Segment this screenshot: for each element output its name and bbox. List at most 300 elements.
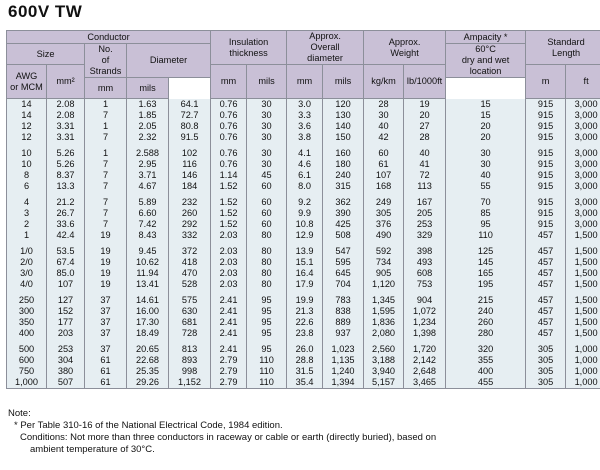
cell-ov-mm: 12.9 [287, 230, 323, 241]
header-ins-mils: mils [247, 65, 287, 99]
cell-dia-mm: 22.68 [127, 355, 169, 366]
cell-len-ft: 3,000 [566, 219, 600, 230]
cell-len-ft: 1,500 [566, 268, 600, 279]
cell-ampacity: 20 [446, 121, 526, 132]
cell-len-m: 457 [526, 230, 566, 241]
cell-ov-mils: 704 [323, 279, 364, 290]
table-row [7, 366, 600, 377]
cell-weight-lb: 329 [404, 230, 446, 241]
cell-ampacity: 165 [446, 268, 526, 279]
cell-dia-mils: 528 [169, 279, 211, 290]
header-ov-mils: mils [323, 65, 364, 99]
cell-strands: 7 [85, 170, 127, 181]
cell-weight-lb: 253 [404, 219, 446, 230]
cell-len-ft: 1,000 [566, 355, 600, 366]
cell-len-m: 305 [526, 377, 566, 389]
cell-ins-mm: 1.52 [211, 219, 247, 230]
cell-len-ft: 3,000 [566, 208, 600, 219]
cell-len-m: 457 [526, 317, 566, 328]
cell-len-m: 915 [526, 132, 566, 143]
cell-weight-lb: 1,234 [404, 317, 446, 328]
table-row [7, 132, 600, 143]
cell-strands: 1 [85, 99, 127, 111]
cell-len-ft: 3,000 [566, 110, 600, 121]
cell-ins-mils: 30 [247, 121, 287, 132]
cell-ov-mm: 4.1 [287, 148, 323, 159]
cell-mm2: 152 [47, 306, 85, 317]
cell-ov-mils: 120 [323, 99, 364, 111]
cell-len-ft: 1,500 [566, 295, 600, 306]
cell-ins-mils: 80 [247, 257, 287, 268]
cell-mm2: 26.7 [47, 208, 85, 219]
cell-ov-mm: 35.4 [287, 377, 323, 389]
cell-ins-mils: 95 [247, 328, 287, 339]
cell-len-ft: 3,000 [566, 197, 600, 208]
cell-strands: 7 [85, 110, 127, 121]
cell-dia-mils: 91.5 [169, 132, 211, 143]
header-weight-kg: kg/km [364, 65, 404, 99]
cell-strands: 37 [85, 295, 127, 306]
cell-len-ft: 3,000 [566, 132, 600, 143]
cell-mm2: 177 [47, 317, 85, 328]
cell-awg: 14 [7, 110, 47, 121]
cell-dia-mils: 1,152 [169, 377, 211, 389]
cell-ov-mm: 3.8 [287, 132, 323, 143]
cell-dia-mm: 29.26 [127, 377, 169, 389]
cell-ov-mm: 31.5 [287, 366, 323, 377]
cell-ins-mils: 60 [247, 208, 287, 219]
cell-ov-mm: 6.1 [287, 170, 323, 181]
note-footnote: * Per Table 310-16 of the National Electrical Code, 1984 edition. [14, 420, 283, 431]
cell-weight-kg: 28 [364, 99, 404, 111]
cell-strands: 61 [85, 377, 127, 389]
cell-strands: 19 [85, 268, 127, 279]
cell-strands: 7 [85, 208, 127, 219]
cell-mm2: 85.0 [47, 268, 85, 279]
cell-weight-kg: 40 [364, 121, 404, 132]
cell-ampacity: 40 [446, 170, 526, 181]
header-dia-mm: mm [85, 78, 127, 99]
cell-len-ft: 3,000 [566, 99, 600, 111]
cell-ins-mm: 2.79 [211, 377, 247, 389]
cell-weight-lb: 40 [404, 148, 446, 159]
header-dia-mils: mils [127, 78, 169, 99]
cell-weight-lb: 398 [404, 246, 446, 257]
header-weight: Approx. Weight [364, 31, 446, 65]
cell-ins-mm: 2.79 [211, 355, 247, 366]
cell-ins-mm: 2.41 [211, 306, 247, 317]
table-row [7, 148, 600, 159]
cell-weight-kg: 376 [364, 219, 404, 230]
cell-weight-kg: 2,080 [364, 328, 404, 339]
cell-dia-mils: 146 [169, 170, 211, 181]
cell-len-ft: 1,000 [566, 366, 600, 377]
cell-awg: 10 [7, 148, 47, 159]
cell-awg: 350 [7, 317, 47, 328]
cell-weight-lb: 904 [404, 295, 446, 306]
cell-ins-mils: 30 [247, 99, 287, 111]
cell-len-m: 915 [526, 170, 566, 181]
cell-weight-kg: 168 [364, 181, 404, 192]
cell-len-m: 915 [526, 99, 566, 111]
cell-len-ft: 1,500 [566, 328, 600, 339]
cell-ins-mils: 95 [247, 344, 287, 355]
cell-ins-mils: 30 [247, 148, 287, 159]
table-row [7, 279, 600, 290]
cell-awg: 1,000 [7, 377, 47, 389]
cell-weight-lb: 3,465 [404, 377, 446, 389]
table-row [7, 181, 600, 192]
cell-dia-mm: 20.65 [127, 344, 169, 355]
cell-dia-mils: 575 [169, 295, 211, 306]
header-diameter: Diameter [127, 44, 211, 78]
cell-awg: 4 [7, 197, 47, 208]
cell-awg: 6 [7, 181, 47, 192]
cell-ov-mils: 390 [323, 208, 364, 219]
cell-mm2: 507 [47, 377, 85, 389]
cell-strands: 7 [85, 197, 127, 208]
cell-mm2: 253 [47, 344, 85, 355]
cell-ins-mm: 0.76 [211, 159, 247, 170]
cell-dia-mm: 4.67 [127, 181, 169, 192]
cell-awg: 2 [7, 219, 47, 230]
cell-ov-mils: 508 [323, 230, 364, 241]
cell-weight-lb: 72 [404, 170, 446, 181]
cell-ampacity: 195 [446, 279, 526, 290]
cell-ins-mils: 95 [247, 295, 287, 306]
cell-weight-kg: 1,836 [364, 317, 404, 328]
cell-ov-mils: 362 [323, 197, 364, 208]
header-insulation: Insulation thickness [211, 31, 287, 65]
cell-ov-mm: 9.2 [287, 197, 323, 208]
cell-ampacity: 145 [446, 257, 526, 268]
cell-len-m: 305 [526, 355, 566, 366]
cell-strands: 19 [85, 279, 127, 290]
cell-ov-mils: 889 [323, 317, 364, 328]
cell-dia-mils: 80.8 [169, 121, 211, 132]
cell-len-m: 305 [526, 344, 566, 355]
cell-ins-mm: 2.03 [211, 246, 247, 257]
cell-ampacity: 125 [446, 246, 526, 257]
cell-dia-mils: 418 [169, 257, 211, 268]
cell-dia-mils: 630 [169, 306, 211, 317]
cell-dia-mils: 998 [169, 366, 211, 377]
cell-len-ft: 1,000 [566, 344, 600, 355]
cell-len-m: 457 [526, 246, 566, 257]
cell-dia-mils: 292 [169, 219, 211, 230]
table-row [7, 121, 600, 132]
cell-weight-lb: 41 [404, 159, 446, 170]
cell-weight-lb: 28 [404, 132, 446, 143]
table-row [7, 344, 600, 355]
cell-len-ft: 3,000 [566, 159, 600, 170]
cell-ampacity: 95 [446, 219, 526, 230]
table-row [7, 208, 600, 219]
cell-weight-lb: 27 [404, 121, 446, 132]
cell-dia-mm: 2.588 [127, 148, 169, 159]
cell-weight-kg: 305 [364, 208, 404, 219]
cell-ov-mils: 240 [323, 170, 364, 181]
cell-ampacity: 20 [446, 132, 526, 143]
note-conditions: Conditions: Not more than three conductors in raceway or cable or earth (directly buried), based on [20, 432, 437, 443]
table-row [7, 268, 600, 279]
cell-ampacity: 110 [446, 230, 526, 241]
cell-ampacity: 400 [446, 366, 526, 377]
cell-len-m: 457 [526, 306, 566, 317]
cell-ampacity: 280 [446, 328, 526, 339]
cell-ins-mm: 1.52 [211, 208, 247, 219]
cell-len-m: 457 [526, 279, 566, 290]
cell-ov-mils: 547 [323, 246, 364, 257]
cell-weight-lb: 2,648 [404, 366, 446, 377]
cell-awg: 2/0 [7, 257, 47, 268]
cell-weight-kg: 592 [364, 246, 404, 257]
cell-dia-mils: 893 [169, 355, 211, 366]
cell-weight-lb: 1,072 [404, 306, 446, 317]
table-row [7, 170, 600, 181]
header-ins-mm: mm [211, 65, 247, 99]
cell-ov-mm: 17.9 [287, 279, 323, 290]
cell-ampacity: 85 [446, 208, 526, 219]
cell-awg: 250 [7, 295, 47, 306]
cell-ov-mils: 838 [323, 306, 364, 317]
cell-ins-mils: 30 [247, 110, 287, 121]
cell-ov-mm: 15.1 [287, 257, 323, 268]
cell-awg: 600 [7, 355, 47, 366]
cell-strands: 37 [85, 306, 127, 317]
cell-ins-mils: 80 [247, 246, 287, 257]
cell-ov-mils: 645 [323, 268, 364, 279]
cell-dia-mils: 470 [169, 268, 211, 279]
cell-dia-mm: 3.71 [127, 170, 169, 181]
cell-dia-mm: 8.43 [127, 230, 169, 241]
cell-ampacity: 15 [446, 99, 526, 111]
cell-awg: 8 [7, 170, 47, 181]
cell-awg: 1/0 [7, 246, 47, 257]
cell-dia-mm: 6.60 [127, 208, 169, 219]
cell-ov-mils: 595 [323, 257, 364, 268]
table-row [7, 159, 600, 170]
cell-strands: 61 [85, 355, 127, 366]
cell-ins-mils: 80 [247, 279, 287, 290]
cell-len-m: 457 [526, 295, 566, 306]
cell-ampacity: 30 [446, 148, 526, 159]
table-title: 600V TW [8, 2, 83, 21]
cell-ov-mm: 9.9 [287, 208, 323, 219]
table-row [7, 295, 600, 306]
note-conditions-cont: ambient temperature of 30°C. [30, 444, 155, 455]
cell-weight-lb: 493 [404, 257, 446, 268]
cell-ov-mils: 1,240 [323, 366, 364, 377]
cell-ov-mm: 13.9 [287, 246, 323, 257]
cell-len-ft: 3,000 [566, 181, 600, 192]
cell-dia-mm: 25.35 [127, 366, 169, 377]
cell-len-ft: 1,500 [566, 306, 600, 317]
cell-strands: 61 [85, 366, 127, 377]
table-row [7, 246, 600, 257]
cell-awg: 400 [7, 328, 47, 339]
cell-ins-mils: 110 [247, 355, 287, 366]
cell-awg: 12 [7, 121, 47, 132]
cell-ins-mm: 1.52 [211, 181, 247, 192]
cell-len-ft: 1,000 [566, 377, 600, 389]
cell-weight-kg: 42 [364, 132, 404, 143]
header-overall-diameter: Approx. Overall diameter [287, 31, 364, 65]
table-row [7, 377, 600, 389]
cell-ampacity: 215 [446, 295, 526, 306]
cell-weight-lb: 20 [404, 110, 446, 121]
cell-mm2: 5.26 [47, 159, 85, 170]
cell-ov-mils: 150 [323, 132, 364, 143]
cell-len-m: 915 [526, 159, 566, 170]
cell-dia-mils: 232 [169, 197, 211, 208]
cell-ov-mm: 19.9 [287, 295, 323, 306]
cell-ampacity: 355 [446, 355, 526, 366]
cell-mm2: 3.31 [47, 121, 85, 132]
cell-strands: 1 [85, 121, 127, 132]
cell-ov-mm: 3.3 [287, 110, 323, 121]
cell-ampacity: 30 [446, 159, 526, 170]
cell-ins-mils: 60 [247, 181, 287, 192]
cell-dia-mm: 14.61 [127, 295, 169, 306]
cell-mm2: 380 [47, 366, 85, 377]
cell-len-m: 457 [526, 268, 566, 279]
cell-ins-mm: 0.76 [211, 148, 247, 159]
cell-dia-mils: 260 [169, 208, 211, 219]
cell-len-m: 915 [526, 181, 566, 192]
cell-dia-mils: 728 [169, 328, 211, 339]
cell-strands: 37 [85, 328, 127, 339]
cell-len-m: 457 [526, 328, 566, 339]
cell-mm2: 203 [47, 328, 85, 339]
cell-weight-kg: 3,940 [364, 366, 404, 377]
cell-ov-mils: 1,135 [323, 355, 364, 366]
table-row [7, 306, 600, 317]
cell-ov-mils: 130 [323, 110, 364, 121]
cell-len-ft: 3,000 [566, 170, 600, 181]
cell-awg: 750 [7, 366, 47, 377]
table-row [7, 317, 600, 328]
cell-ov-mils: 160 [323, 148, 364, 159]
header-mm2: mm² [47, 65, 85, 99]
cell-dia-mm: 16.00 [127, 306, 169, 317]
table-body [7, 99, 600, 389]
cell-ins-mm: 0.76 [211, 110, 247, 121]
cell-len-m: 915 [526, 148, 566, 159]
cell-mm2: 2.08 [47, 99, 85, 111]
cell-ins-mils: 60 [247, 197, 287, 208]
cell-ins-mm: 1.14 [211, 170, 247, 181]
cell-len-ft: 1,500 [566, 279, 600, 290]
cell-mm2: 2.08 [47, 110, 85, 121]
cell-strands: 37 [85, 344, 127, 355]
cell-weight-kg: 1,120 [364, 279, 404, 290]
header-len-m: m [526, 65, 566, 99]
header-ampacity: Ampacity * [446, 31, 526, 44]
cell-ampacity: 240 [446, 306, 526, 317]
cell-ov-mm: 3.6 [287, 121, 323, 132]
cell-mm2: 67.4 [47, 257, 85, 268]
header-weight-lb: lb/1000ft [404, 65, 446, 99]
cell-mm2: 5.26 [47, 148, 85, 159]
cell-dia-mm: 2.32 [127, 132, 169, 143]
specification-table [6, 30, 600, 389]
note-label: Note: [8, 408, 31, 419]
header-conductor: Conductor [7, 31, 211, 44]
cell-ov-mils: 425 [323, 219, 364, 230]
cell-len-m: 457 [526, 257, 566, 268]
table-row [7, 355, 600, 366]
cell-ins-mils: 30 [247, 159, 287, 170]
cell-ins-mm: 2.03 [211, 257, 247, 268]
cell-mm2: 304 [47, 355, 85, 366]
cell-len-m: 915 [526, 219, 566, 230]
cell-ins-mils: 80 [247, 230, 287, 241]
cell-ov-mm: 3.0 [287, 99, 323, 111]
header-len-ft: ft [566, 65, 600, 99]
cell-weight-lb: 1,398 [404, 328, 446, 339]
cell-len-m: 915 [526, 110, 566, 121]
cell-dia-mm: 2.95 [127, 159, 169, 170]
header-ov-mm: mm [287, 65, 323, 99]
cell-ov-mm: 28.8 [287, 355, 323, 366]
cell-ins-mm: 2.41 [211, 295, 247, 306]
table-row [7, 328, 600, 339]
cell-mm2: 21.2 [47, 197, 85, 208]
table-row [7, 230, 600, 241]
cell-ins-mm: 1.52 [211, 197, 247, 208]
cell-ins-mm: 2.41 [211, 317, 247, 328]
cell-ins-mils: 95 [247, 306, 287, 317]
cell-ampacity: 70 [446, 197, 526, 208]
cell-ins-mm: 2.03 [211, 268, 247, 279]
cell-mm2: 33.6 [47, 219, 85, 230]
cell-weight-lb: 167 [404, 197, 446, 208]
cell-weight-kg: 30 [364, 110, 404, 121]
cell-awg: 10 [7, 159, 47, 170]
cell-weight-kg: 490 [364, 230, 404, 241]
cell-weight-kg: 734 [364, 257, 404, 268]
cell-ins-mils: 80 [247, 268, 287, 279]
cell-ins-mm: 2.79 [211, 366, 247, 377]
cell-ov-mm: 23.8 [287, 328, 323, 339]
table-row [7, 99, 600, 111]
cell-weight-lb: 1,720 [404, 344, 446, 355]
cell-ampacity: 15 [446, 110, 526, 121]
cell-awg: 500 [7, 344, 47, 355]
cell-dia-mm: 1.63 [127, 99, 169, 111]
cell-ov-mils: 140 [323, 121, 364, 132]
cell-weight-kg: 1,595 [364, 306, 404, 317]
cell-dia-mm: 1.85 [127, 110, 169, 121]
cell-ins-mils: 110 [247, 377, 287, 389]
cell-mm2: 53.5 [47, 246, 85, 257]
table-row [7, 197, 600, 208]
cell-dia-mm: 17.30 [127, 317, 169, 328]
cell-weight-kg: 5,157 [364, 377, 404, 389]
cell-ampacity: 260 [446, 317, 526, 328]
cell-dia-mils: 681 [169, 317, 211, 328]
cell-weight-kg: 61 [364, 159, 404, 170]
cell-dia-mm: 11.94 [127, 268, 169, 279]
header-standard-length: Standard Length [526, 31, 600, 65]
cell-dia-mm: 10.62 [127, 257, 169, 268]
cell-len-ft: 3,000 [566, 148, 600, 159]
cell-len-m: 915 [526, 197, 566, 208]
cell-len-ft: 1,500 [566, 246, 600, 257]
cell-ov-mils: 1,023 [323, 344, 364, 355]
cell-strands: 37 [85, 317, 127, 328]
